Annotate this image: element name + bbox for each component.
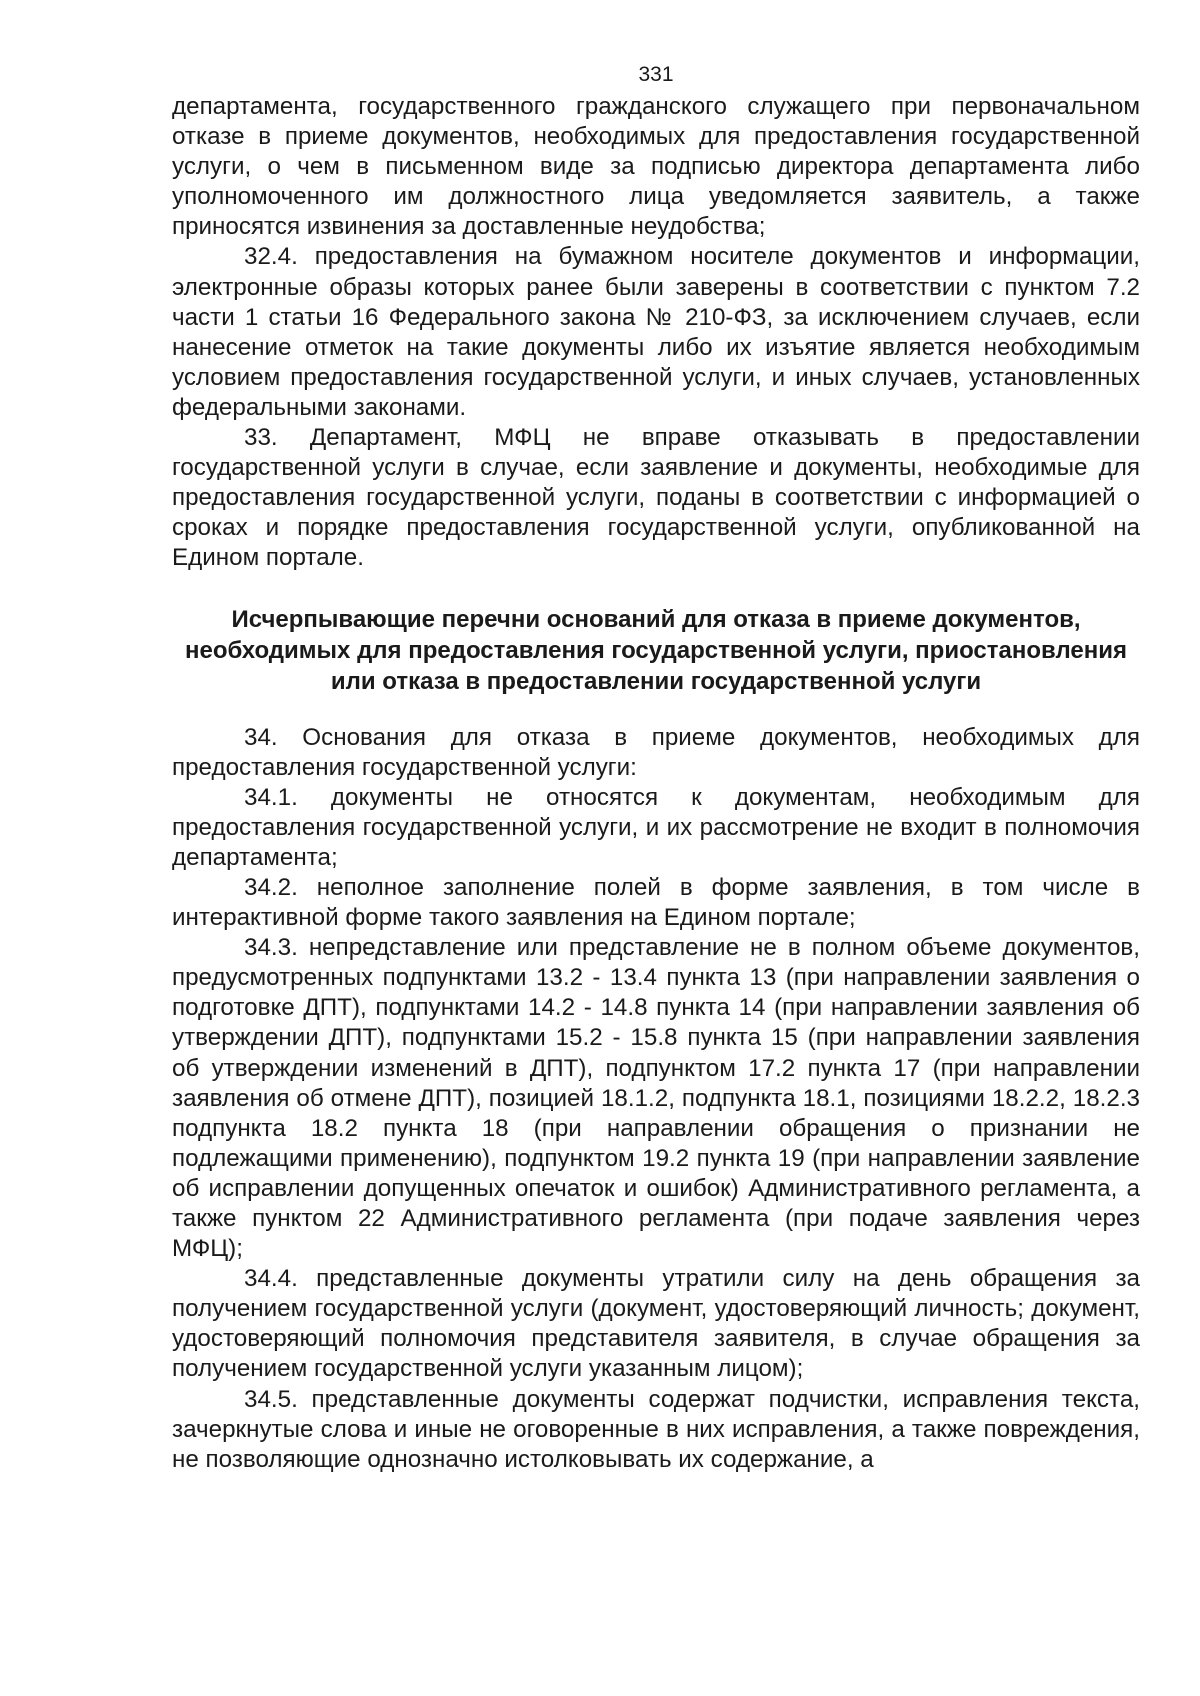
paragraphs-top bbox=[172, 92, 1140, 574]
paragraph-32-4: 32.4. предоставления на бумажном носителе документов и информации, электронные образы которых ранее были заверены в соответствии с пунктом 7.2 части 1 статьи 16 Федерального закона № 210-ФЗ, за исключением случаев, если нанесение отметок на такие документы либо их изъятие является необходимым условием предоставления государственной услуги, и иных случаев, установленных федеральными законами. bbox=[172, 243, 1140, 421]
paragraph-34-1: 34.1. документы не относятся к документам, необходимым для предоставления государственной услуги, и их рассмотрение не входит в полномочия департамента; bbox=[172, 783, 1140, 871]
paragraph-33: 33. Департамент, МФЦ не вправе отказывать в предоставлении государственной услуги в случае, если заявление и документы, необходимые для предоставления государственной услуги, поданы в соответствии с информацией о сроках и порядке предоставления государственной услуги, опубликованной на Едином портале. bbox=[172, 424, 1140, 572]
document-page bbox=[172, 60, 1140, 1475]
paragraph-continuation: департамента, государственного гражданского служащего при первоначальном отказе в приеме документов, необходимых для предоставления государственной услуги, о чем в письменном виде за подписью директора департамента либо уполномоченного им должностного лица уведомляется заявитель, а также приносятся извинения за доставленные неудобства; bbox=[172, 93, 1140, 241]
section-heading: Исчерпывающие перечни оснований для отказа в приеме документов, необходимых для предоставления государственной услуги, приостановления или отказа в предоставлении государственной услуги bbox=[184, 605, 1127, 695]
paragraphs-bottom bbox=[172, 723, 1140, 1475]
paragraph-34-2: 34.2. неполное заполнение полей в форме заявления, в том числе в интерактивной форме такого заявления на Едином портале; bbox=[172, 873, 1140, 932]
paragraph-34-4: 34.4. представленные документы утратили силу на день обращения за получением государственной услуги (документ, удостоверяющий личность; документ, удостоверяющий полномочия представителя заявителя, в случае обращения за получением государственной услуги указанным лицом); bbox=[172, 1265, 1140, 1383]
page-number: 331 bbox=[638, 63, 674, 86]
paragraph-34-3: 34.3. непредставление или представление не в полном объеме документов, предусмотренных подпунктами 13.2 - 13.4 пункта 13 (при направлении заявления о подготовке ДПТ), подпунктами 14.2 - 14.8 пункта 14 (при направлении заявления об утверждении ДПТ), подпунктами 15.2 - 15.8 пункта 15 (при направлении заявления об утверждении изменений в ДПТ), подпунктом 17.2 пункта 17 (при направлении заявления об отмене ДПТ), позицией 18.1.2, подпункта 18.1, позициями 18.2.2, 18.2.3 подпункта 18.2 пункта 18 (при направлении обращения о признании не подлежащими применению), подпунктом 19.2 пункта 19 (при направлении заявление об исправлении допущенных опечаток и ошибок) Административного регламента, а также пунктом 22 Административного регламента (при подаче заявления через МФЦ); bbox=[172, 934, 1140, 1263]
paragraph-34: 34. Основания для отказа в приеме документов, необходимых для предоставления государственной услуги: bbox=[172, 723, 1140, 781]
paragraph-34-5: 34.5. представленные документы содержат подчистки, исправления текста, зачеркнутые слова и иные не оговоренные в них исправления, а также повреждения, не позволяющие однозначно истолковывать их содержание, а bbox=[172, 1385, 1140, 1473]
